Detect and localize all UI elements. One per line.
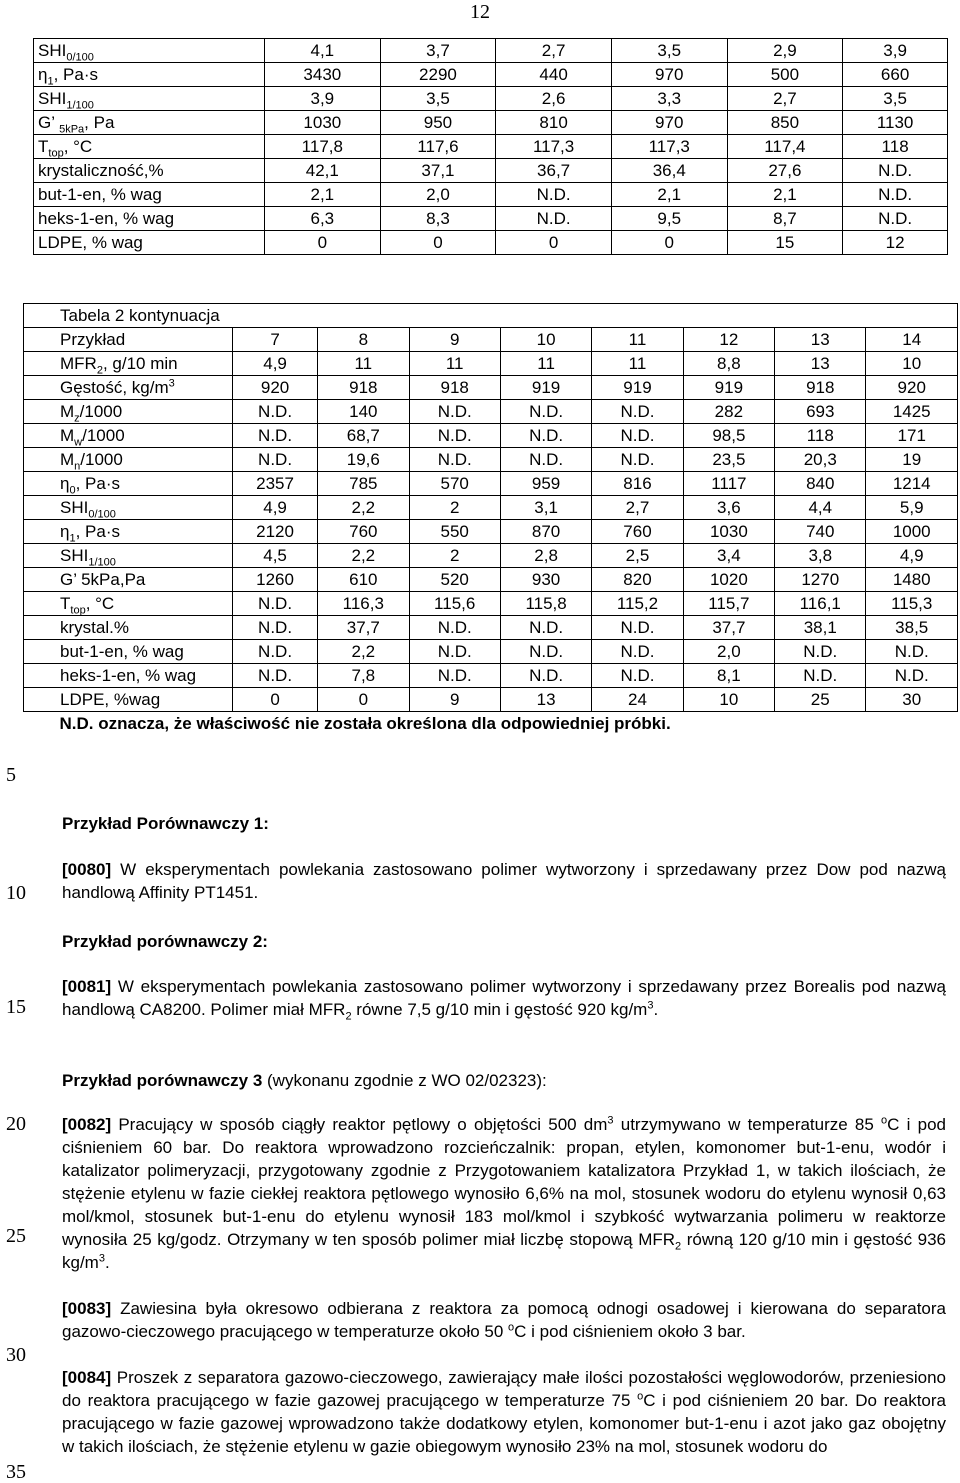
table-cell: 2,2 <box>318 640 409 664</box>
table-cell: 38,5 <box>866 616 958 640</box>
table-cell: 3,5 <box>380 87 496 111</box>
table-cell: 115,2 <box>592 592 683 616</box>
table-cell: N.D. <box>843 183 948 207</box>
table-cell: 117,3 <box>611 135 727 159</box>
row-label: LDPE, %wag <box>24 688 233 712</box>
table-cell: 970 <box>611 111 727 135</box>
paragraph-0082 <box>62 1113 946 1274</box>
paragraph-text: W eksperymentach powlekania zastosowano polimer wytworzony i sprzedawany przez Dow pod nazwą handlową Affinity PT1451. <box>62 860 946 902</box>
table-cell: 117,3 <box>496 135 612 159</box>
table-cell: 2,8 <box>500 544 591 568</box>
paragraph-text: utrzymywano w temperaturze 85 <box>613 1115 882 1134</box>
table-cell: 12 <box>683 328 774 352</box>
row-label: Gęstość, $kg/m^3$ <box>24 376 233 400</box>
table-row <box>24 400 958 424</box>
table-row <box>24 496 958 520</box>
table-cell: 115,3 <box>866 592 958 616</box>
table-cell: 8 <box>318 328 409 352</box>
table-cell: 4,4 <box>775 496 866 520</box>
row-label: $M_w/1000$ <box>24 424 233 448</box>
superscript: 3 <box>607 1114 614 1127</box>
table-cell: N.D. <box>592 664 683 688</box>
table-cell: 25 <box>775 688 866 712</box>
table-cell: 9,5 <box>611 207 727 231</box>
table-cell: 920 <box>866 376 958 400</box>
table-cell: 282 <box>683 400 774 424</box>
table-cell: 115,6 <box>409 592 500 616</box>
table-cell: 1130 <box>843 111 948 135</box>
table-cell: 2,7 <box>496 39 612 63</box>
table-cell: N.D. <box>843 159 948 183</box>
table-cell: 3,9 <box>265 87 381 111</box>
table-cell: 1030 <box>683 520 774 544</box>
row-label: $SHI_{0/100}$ <box>34 39 265 63</box>
table-cell: 950 <box>380 111 496 135</box>
table-cell: 23,5 <box>683 448 774 472</box>
table-cell: 2,1 <box>265 183 381 207</box>
table-cell: 2,0 <box>380 183 496 207</box>
table-cell: 570 <box>409 472 500 496</box>
table-cell: 959 <box>500 472 591 496</box>
superscript: o <box>508 1321 515 1334</box>
table-cell: 68,7 <box>318 424 409 448</box>
table-cell: 0 <box>318 688 409 712</box>
table-cell: 760 <box>318 520 409 544</box>
subscript: 2 <box>675 1240 682 1253</box>
table-cell: N.D. <box>233 400 318 424</box>
properties-table-continuation <box>23 303 958 735</box>
table-cell: N.D. <box>775 640 866 664</box>
table-row <box>24 688 958 712</box>
table-cell: 11 <box>500 352 591 376</box>
paragraph-text: Proszek z separatora gazowo-cieczowego, zawierający małe ilości pozostałości węglowodorów, przeniesiono do reaktora pracującego w fazie gazowej pracującego w temperaturze 75 <box>62 1368 946 1410</box>
table-cell: 2,1 <box>611 183 727 207</box>
table-cell: N.D. <box>409 616 500 640</box>
table-row <box>34 207 948 231</box>
table-cell: N.D. <box>496 183 612 207</box>
table-row <box>24 616 958 640</box>
table-cell: 117,6 <box>380 135 496 159</box>
line-number: 5 <box>6 764 16 786</box>
table-cell: 1030 <box>265 111 381 135</box>
table-cell: 3,3 <box>611 87 727 111</box>
table-cell: 11 <box>318 352 409 376</box>
table-row <box>24 664 958 688</box>
paragraph-number: [0083] <box>62 1299 112 1318</box>
table-cell: 870 <box>500 520 591 544</box>
table-cell: 3430 <box>265 63 381 87</box>
paragraph-text: Pracujący w sposób ciągły reaktor pętlowy o objętości 500 dm <box>111 1115 608 1134</box>
table-cell: N.D. <box>409 664 500 688</box>
table-cell: 1425 <box>866 400 958 424</box>
table-cell: 116,1 <box>775 592 866 616</box>
table-cell: 3,9 <box>843 39 948 63</box>
table-cell: 0 <box>233 688 318 712</box>
paragraph-number: [0082] <box>62 1115 112 1134</box>
row-label: $\eta_1$, Pa·s <box>24 520 233 544</box>
table-cell: N.D. <box>592 616 683 640</box>
table-row <box>24 448 958 472</box>
line-number: 15 <box>6 996 26 1018</box>
table-caption-row <box>24 304 958 328</box>
paragraph-text: . <box>104 1253 110 1272</box>
table-cell: 116,3 <box>318 592 409 616</box>
table-cell: 9 <box>409 688 500 712</box>
table-cell: 1270 <box>775 568 866 592</box>
table-cell: 2,0 <box>683 640 774 664</box>
line-number: 10 <box>6 882 26 904</box>
table-cell: 11 <box>409 352 500 376</box>
table-cell: 970 <box>611 63 727 87</box>
table-note: N.D. oznacza, że właściwość nie została określona dla odpowiedniej próbki. <box>59 714 671 733</box>
table-cell: 11 <box>592 352 683 376</box>
paragraph-text: równą 120 g/10 min i gęstość 936 kg/m <box>62 1230 946 1272</box>
table-cell: 37,1 <box>380 159 496 183</box>
table-cell: N.D. <box>233 640 318 664</box>
table-cell: 2,7 <box>727 87 843 111</box>
table-cell: 2 <box>409 544 500 568</box>
table-cell: 3,5 <box>843 87 948 111</box>
table-cell: 2,9 <box>727 39 843 63</box>
table-cell: 13 <box>775 328 866 352</box>
table-cell: 919 <box>592 376 683 400</box>
row-label: but-1-en, % wag <box>34 183 265 207</box>
table-cell: 840 <box>775 472 866 496</box>
table-cell: 2120 <box>233 520 318 544</box>
table-cell: 920 <box>233 376 318 400</box>
table-cell: 4,1 <box>265 39 381 63</box>
heading-comparative-example-2: Przykład porównawczy 2: <box>62 932 268 951</box>
table-cell: N.D. <box>233 664 318 688</box>
table-cell: 1214 <box>866 472 958 496</box>
table-cell: 10 <box>683 688 774 712</box>
table-cell: 4,5 <box>233 544 318 568</box>
table-row <box>24 520 958 544</box>
table-cell: 2,6 <box>496 87 612 111</box>
table-cell: 0 <box>496 231 612 255</box>
table-cell: 36,7 <box>496 159 612 183</box>
table-cell: 930 <box>500 568 591 592</box>
table-cell: N.D. <box>500 640 591 664</box>
line-number: 20 <box>6 1113 26 1135</box>
table-cell: 760 <box>592 520 683 544</box>
table-cell: N.D. <box>409 424 500 448</box>
table-cell: 1260 <box>233 568 318 592</box>
paragraph-text: C i pod ciśnieniem 60 bar. Do reaktora wprowadzono rozcieńczalnik: propan, etylen, komonomer but-1-enu, wodór i katalizator polimeryzacji, przygotowany zgodnie z Przygotowaniem katalizatora Przykład 1, w takich ilościach, że stężenie etylenu w fazie ciekłej reaktora pętlowego wynosiło 6,6% na mol, stosunek wodoru do etylenu wynosił 0,63 mol/kmol, stosunek but-1-enu do etylenu wynosił 183 mol/kmol i szybkość wytwarzania polimeru w reaktorze wynosiła 25 kg/godz. Otrzymany w ten sposób polimer miał liczbę stopową MFR <box>62 1115 946 1249</box>
table-cell: 1117 <box>683 472 774 496</box>
table-cell: 4,9 <box>233 496 318 520</box>
superscript: 3 <box>647 999 654 1012</box>
table-row <box>34 231 948 255</box>
table-row <box>24 568 958 592</box>
table-cell: N.D. <box>496 207 612 231</box>
row-label: but-1-en, % wag <box>24 640 233 664</box>
table-cell: N.D. <box>866 664 958 688</box>
table-cell: 785 <box>318 472 409 496</box>
table-cell: 918 <box>409 376 500 400</box>
table-cell: N.D. <box>843 207 948 231</box>
table-cell: 440 <box>496 63 612 87</box>
table-cell: N.D. <box>500 616 591 640</box>
paragraph-number: [0080] <box>62 860 112 879</box>
table-cell: 10 <box>866 352 958 376</box>
table-cell: 1000 <box>866 520 958 544</box>
table-cell: 11 <box>592 328 683 352</box>
table-cell: 918 <box>775 376 866 400</box>
paragraph-text: Zawiesina była okresowo odbierana z reaktora za pomocą odnogi osadowej i kierowana do separatora gazowo-cieczowego pracującego w temperaturze około 50 <box>62 1299 946 1341</box>
row-label: $T_{top}$, °C <box>24 592 233 616</box>
superscript: o <box>637 1390 644 1403</box>
table-cell: 3,8 <box>775 544 866 568</box>
subscript: 2 <box>345 1010 352 1023</box>
table-cell: 520 <box>409 568 500 592</box>
table-cell: 2,2 <box>318 496 409 520</box>
paragraph-text: C i pod ciśnieniem 20 bar. Do reaktora pracującego w fazie gazowej wprowadzono także dodatkowy etylen, komonomer but-1-enu i azot jako gaz obojętny w takich ilościach, że stężenie etylenu w gazie obiegowym wynosiło 23% na mol, stosunek wodoru do <box>62 1391 946 1456</box>
table-cell: 3,4 <box>683 544 774 568</box>
table-cell: 5,9 <box>866 496 958 520</box>
table-cell: N.D. <box>500 400 591 424</box>
table-cell: 919 <box>683 376 774 400</box>
table-row <box>34 159 948 183</box>
table-cell: 6,3 <box>265 207 381 231</box>
table-row <box>24 472 958 496</box>
table-cell: N.D. <box>500 424 591 448</box>
table-cell: 693 <box>775 400 866 424</box>
table-cell: 610 <box>318 568 409 592</box>
row-label: heks-1-en, % wag <box>24 664 233 688</box>
table-cell: 118 <box>843 135 948 159</box>
row-label: $SHI_{0/100}$ <box>24 496 233 520</box>
table-cell: 820 <box>592 568 683 592</box>
table-cell: 9 <box>409 328 500 352</box>
table-cell: 2,7 <box>592 496 683 520</box>
heading-comparative-example-3 <box>62 1069 946 1092</box>
table-note-row <box>24 712 958 736</box>
table-cell: 918 <box>318 376 409 400</box>
table-cell: 8,7 <box>727 207 843 231</box>
table-cell: N.D. <box>592 400 683 424</box>
table-cell: 550 <box>409 520 500 544</box>
row-label: G’ $_{5kPa}$, Pa <box>34 111 265 135</box>
table-cell: 37,7 <box>318 616 409 640</box>
row-label: krystal.% <box>24 616 233 640</box>
row-label: $T_{top}$, °C <box>34 135 265 159</box>
table-row <box>24 640 958 664</box>
table-cell: 2290 <box>380 63 496 87</box>
table-cell: 2,5 <box>592 544 683 568</box>
table-cell: N.D. <box>409 448 500 472</box>
paragraph-text: W eksperymentach powlekania zastosowano polimer wytworzony i sprzedawany przez Borealis pod nazwą handlową CA8200. Polimer miał MFR <box>62 977 946 1019</box>
line-number: 25 <box>6 1225 26 1247</box>
table-cell: 115,8 <box>500 592 591 616</box>
heading-comparative-example-1: Przykład Porównawczy 1: <box>62 814 269 833</box>
table-cell: N.D. <box>233 424 318 448</box>
table-cell: 4,9 <box>866 544 958 568</box>
table-row <box>34 111 948 135</box>
table-cell: N.D. <box>233 448 318 472</box>
properties-table-part1 <box>33 38 948 255</box>
row-label: $M_n/1000$ <box>24 448 233 472</box>
row-label: $SHI_{1/100}$ <box>34 87 265 111</box>
table-cell: 810 <box>496 111 612 135</box>
paragraph-number: [0084] <box>62 1368 112 1387</box>
paragraph-0080 <box>62 858 946 904</box>
line-number: 30 <box>6 1344 26 1366</box>
table-row <box>24 544 958 568</box>
table-cell: 98,5 <box>683 424 774 448</box>
table-cell: N.D. <box>233 592 318 616</box>
table-row <box>24 352 958 376</box>
table-cell: 7,8 <box>318 664 409 688</box>
paragraph-text: . <box>653 1000 659 1019</box>
table-cell: N.D. <box>500 664 591 688</box>
row-label: Przykład <box>24 328 233 352</box>
table-cell: 2,2 <box>318 544 409 568</box>
table-cell: 171 <box>866 424 958 448</box>
paragraph-number: [0081] <box>62 977 112 996</box>
row-label: $SHI_{1/100}$ <box>24 544 233 568</box>
table-cell: 118 <box>775 424 866 448</box>
table-caption: Tabela 2 kontynuacja <box>24 304 958 328</box>
table-cell: 20,3 <box>775 448 866 472</box>
table-cell: 1480 <box>866 568 958 592</box>
table-cell: 660 <box>843 63 948 87</box>
table-cell: 3,5 <box>611 39 727 63</box>
table-cell: 0 <box>265 231 381 255</box>
table-cell: 3,1 <box>500 496 591 520</box>
table-cell: 24 <box>592 688 683 712</box>
table-row <box>34 87 948 111</box>
table-cell: N.D. <box>775 664 866 688</box>
line-number: 35 <box>6 1461 26 1483</box>
paragraph-0084 <box>62 1366 946 1458</box>
table-row <box>34 183 948 207</box>
heading-rest: (wykonanu zgodnie z WO 02/02323): <box>262 1071 547 1090</box>
table-cell: 10 <box>500 328 591 352</box>
table-cell: 117,8 <box>265 135 381 159</box>
table-cell: 2,1 <box>727 183 843 207</box>
table-cell: 27,6 <box>727 159 843 183</box>
row-label: krystaliczność,% <box>34 159 265 183</box>
table-cell: N.D. <box>409 400 500 424</box>
table-cell: 8,8 <box>683 352 774 376</box>
table-cell: N.D. <box>866 640 958 664</box>
table-cell: 919 <box>500 376 591 400</box>
paragraph-text: C i pod ciśnieniem około 3 bar. <box>514 1322 746 1341</box>
table-cell: 500 <box>727 63 843 87</box>
table-cell: 115,7 <box>683 592 774 616</box>
table-row <box>34 63 948 87</box>
table-row <box>24 424 958 448</box>
table-cell: N.D. <box>592 448 683 472</box>
table-cell: 140 <box>318 400 409 424</box>
row-label: heks-1-en, % wag <box>34 207 265 231</box>
table-cell: 0 <box>611 231 727 255</box>
table-cell: 816 <box>592 472 683 496</box>
row-label: LDPE, % wag <box>34 231 265 255</box>
table-cell: 8,1 <box>683 664 774 688</box>
table-cell: 8,3 <box>380 207 496 231</box>
row-label: G’ 5kPa,Pa <box>24 568 233 592</box>
row-label: $MFR_2$, g/10 min <box>24 352 233 376</box>
table-cell: 4,9 <box>233 352 318 376</box>
paragraph-text: równe 7,5 g/10 min i gęstość 920 kg/m <box>351 1000 648 1019</box>
table-row <box>24 592 958 616</box>
table-cell: 7 <box>233 328 318 352</box>
paragraph-0081 <box>62 975 946 1021</box>
table-cell: 13 <box>775 352 866 376</box>
page-number: 12 <box>470 1 490 23</box>
table-cell: N.D. <box>500 448 591 472</box>
table-cell: 3,6 <box>683 496 774 520</box>
table-cell: 38,1 <box>775 616 866 640</box>
table-cell: 37,7 <box>683 616 774 640</box>
table-cell: 15 <box>727 231 843 255</box>
table-row <box>34 39 948 63</box>
table-cell: 30 <box>866 688 958 712</box>
table-cell: N.D. <box>592 640 683 664</box>
table-cell: 19,6 <box>318 448 409 472</box>
row-label: $M_z/1000$ <box>24 400 233 424</box>
table-cell: N.D. <box>409 640 500 664</box>
table-cell: 12 <box>843 231 948 255</box>
table-cell: 2 <box>409 496 500 520</box>
paragraph-0083 <box>62 1297 946 1343</box>
heading-bold: Przykład porównawczy 3 <box>62 1071 263 1090</box>
table-cell: 19 <box>866 448 958 472</box>
row-label: $\eta_1$, Pa·s <box>34 63 265 87</box>
table-cell: N.D. <box>592 424 683 448</box>
table-cell: N.D. <box>233 616 318 640</box>
table-row <box>34 135 948 159</box>
table-cell: 14 <box>866 328 958 352</box>
table-cell: 3,7 <box>380 39 496 63</box>
superscript: 3 <box>98 1252 105 1265</box>
table-cell: 740 <box>775 520 866 544</box>
table-cell: 42,1 <box>265 159 381 183</box>
table-row <box>24 376 958 400</box>
table-cell: 13 <box>500 688 591 712</box>
superscript: o <box>881 1114 888 1127</box>
table-cell: 2357 <box>233 472 318 496</box>
table-cell: 1020 <box>683 568 774 592</box>
table-cell: 36,4 <box>611 159 727 183</box>
row-label: $\eta_0$, Pa·s <box>24 472 233 496</box>
table-cell: 850 <box>727 111 843 135</box>
table-cell: 0 <box>380 231 496 255</box>
table-cell: 117,4 <box>727 135 843 159</box>
table-row <box>24 328 958 352</box>
